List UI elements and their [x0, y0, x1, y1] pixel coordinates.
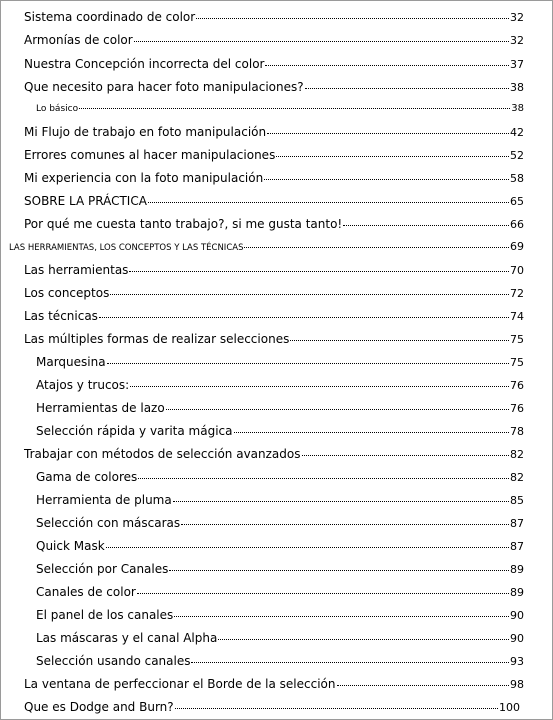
- dot-leader: [302, 455, 510, 456]
- toc-entry-title: Selección usando canales: [36, 654, 191, 668]
- toc-entry-title: Que es Dodge and Burn?: [24, 700, 174, 714]
- toc-entry[interactable]: [24, 11, 524, 23]
- toc-entry-title: Atajos y trucos:: [36, 378, 130, 392]
- toc-entry-title: Herramienta de pluma: [36, 493, 172, 507]
- dot-leader: [267, 133, 509, 134]
- toc-entry-title: SOBRE LA PRÁCTICA: [24, 194, 147, 208]
- dot-leader: [169, 570, 509, 571]
- dot-leader: [290, 340, 509, 341]
- toc-entry-title: Gama de colores: [36, 470, 138, 484]
- toc-entry-title: Trabajar con métodos de selección avanzados: [24, 447, 301, 461]
- dot-leader: [134, 41, 509, 42]
- dot-leader: [79, 108, 510, 109]
- toc-entry-page: 42: [510, 126, 524, 139]
- toc-entry[interactable]: [36, 655, 524, 667]
- toc-entry-page: 58: [510, 172, 524, 185]
- dot-leader: [138, 478, 509, 479]
- toc-entry-page: 100: [499, 701, 520, 714]
- toc-entry[interactable]: [36, 379, 524, 391]
- toc-entry[interactable]: [36, 540, 524, 552]
- toc-entry-title: Mi Flujo de trabajo en foto manipulación: [24, 125, 267, 139]
- dot-leader: [244, 247, 509, 248]
- toc-entry-page: 89: [510, 563, 524, 576]
- toc-entry-title: Errores comunes al hacer manipulaciones: [24, 148, 276, 162]
- toc-entry[interactable]: [36, 563, 524, 575]
- dot-leader: [174, 616, 509, 617]
- toc-entry-page: 72: [510, 287, 524, 300]
- toc-entry-title: Nuestra Concepción incorrecta del color: [24, 57, 265, 71]
- dot-leader: [130, 386, 509, 387]
- toc-entry-page: 69: [510, 240, 524, 253]
- toc-entry[interactable]: [24, 195, 524, 207]
- toc-entry[interactable]: [24, 264, 524, 276]
- toc-entry-page: 87: [510, 517, 524, 530]
- dot-leader: [191, 662, 509, 663]
- toc-entry[interactable]: [24, 678, 524, 690]
- toc-entry[interactable]: [24, 172, 524, 184]
- dot-leader: [305, 88, 509, 89]
- toc-entry-page: 32: [510, 11, 524, 24]
- toc-entry[interactable]: [24, 149, 524, 161]
- dot-leader: [337, 685, 510, 686]
- toc-entry-page: 93: [510, 655, 524, 668]
- toc-entry-title: Canales de color: [36, 585, 136, 599]
- toc-entry-title: Selección por Canales: [36, 562, 169, 576]
- toc-entry-page: 74: [510, 310, 524, 323]
- toc-entry-title: Las múltiples formas de realizar selecciones: [24, 332, 290, 346]
- toc-entry-title: Las máscaras y el canal Alpha: [36, 631, 218, 645]
- dot-leader: [129, 271, 509, 272]
- toc-entry-title: Mi experiencia con la foto manipulación: [24, 171, 264, 185]
- toc-entry-page: 75: [510, 356, 524, 369]
- toc-entry-title: Armonías de color: [24, 33, 133, 47]
- dot-leader: [148, 202, 509, 203]
- toc-entry-title: Herramientas de lazo: [36, 401, 165, 415]
- dot-leader: [265, 65, 509, 66]
- toc-entry-page: 78: [510, 425, 524, 438]
- toc-entry[interactable]: [36, 425, 524, 437]
- dot-leader: [106, 547, 509, 548]
- toc-entry[interactable]: [36, 494, 524, 506]
- toc-entry[interactable]: [24, 701, 520, 713]
- dot-leader: [234, 432, 510, 433]
- toc-entry-title: El panel de los canales: [36, 608, 174, 622]
- toc-entry-page: 70: [510, 264, 524, 277]
- toc-entry[interactable]: [36, 632, 524, 644]
- toc-entry-page: 76: [510, 402, 524, 415]
- toc-entry-title: Por qué me cuesta tanto trabajo?, si me gusta tanto!: [24, 217, 343, 231]
- toc-entry-page: 32: [510, 34, 524, 47]
- toc-entry-page: 52: [510, 149, 524, 162]
- toc-entry-title: Que necesito para hacer foto manipulaciones?: [24, 80, 304, 94]
- toc-entry[interactable]: [24, 34, 524, 46]
- toc-entry-page: 76: [510, 379, 524, 392]
- toc-entry-title: Los conceptos: [24, 286, 110, 300]
- toc-entry[interactable]: [36, 104, 524, 114]
- toc-entry[interactable]: [24, 58, 524, 70]
- dot-leader: [175, 708, 498, 709]
- toc-entry-page: 87: [510, 540, 524, 553]
- dot-leader: [196, 18, 509, 19]
- toc-entry[interactable]: [24, 310, 524, 322]
- dot-leader: [166, 409, 509, 410]
- toc-entry-page: 66: [510, 218, 524, 231]
- dot-leader: [276, 156, 509, 157]
- toc-entry-title: Sistema coordinado de color: [24, 10, 196, 24]
- toc-entry[interactable]: [36, 471, 524, 483]
- toc-entry-page: 37: [510, 58, 524, 71]
- toc-entry-page: 90: [510, 632, 524, 645]
- toc-entry-title: Lo básico: [36, 104, 79, 114]
- toc-entry[interactable]: [24, 81, 524, 93]
- toc-entry-title: Las herramientas: [24, 263, 129, 277]
- dot-leader: [137, 593, 509, 594]
- toc-entry-title: LAS HERRAMIENTAS, LOS CONCEPTOS Y LAS TÉCNICAS: [9, 243, 244, 253]
- toc-entry-page: 38: [510, 81, 524, 94]
- toc-entry-title: Selección rápida y varita mágica: [36, 424, 233, 438]
- dot-leader: [110, 294, 509, 295]
- dot-leader: [107, 363, 509, 364]
- toc-entry[interactable]: [36, 586, 524, 598]
- toc-entry-title: Selección con máscaras: [36, 516, 181, 530]
- toc-entry[interactable]: [36, 517, 524, 529]
- toc-entry-title: La ventana de perfeccionar el Borde de la selección: [24, 677, 336, 691]
- toc-entry[interactable]: [36, 609, 524, 621]
- toc-entry-page: 90: [510, 609, 524, 622]
- toc-entry-title: Marquesina: [36, 355, 106, 369]
- dot-leader: [173, 501, 509, 502]
- toc-chapter-entry[interactable]: [9, 241, 524, 253]
- dot-leader: [181, 524, 509, 525]
- toc-entry[interactable]: [24, 333, 524, 345]
- toc-entry[interactable]: [24, 218, 524, 230]
- toc-entry-page: 98: [510, 678, 524, 691]
- toc-entry[interactable]: [24, 287, 524, 299]
- dot-leader: [343, 225, 509, 226]
- toc-entry-page: 82: [510, 471, 524, 484]
- toc-entry[interactable]: [36, 402, 524, 414]
- toc-entry-page: 38: [511, 103, 524, 114]
- dot-leader: [99, 317, 509, 318]
- toc-entry-page: 85: [510, 494, 524, 507]
- toc-entry[interactable]: [24, 126, 524, 138]
- toc-entry-page: 89: [510, 586, 524, 599]
- toc-entry-title: Las técnicas: [24, 309, 98, 323]
- toc-entry[interactable]: [36, 356, 524, 368]
- toc-entry[interactable]: [24, 448, 524, 460]
- toc-entry-page: 65: [510, 195, 524, 208]
- toc-entry-page: 82: [510, 448, 524, 461]
- toc-entry-title: Quick Mask: [36, 539, 105, 553]
- toc-entry-page: 75: [510, 333, 524, 346]
- dot-leader: [264, 179, 509, 180]
- dot-leader: [218, 639, 509, 640]
